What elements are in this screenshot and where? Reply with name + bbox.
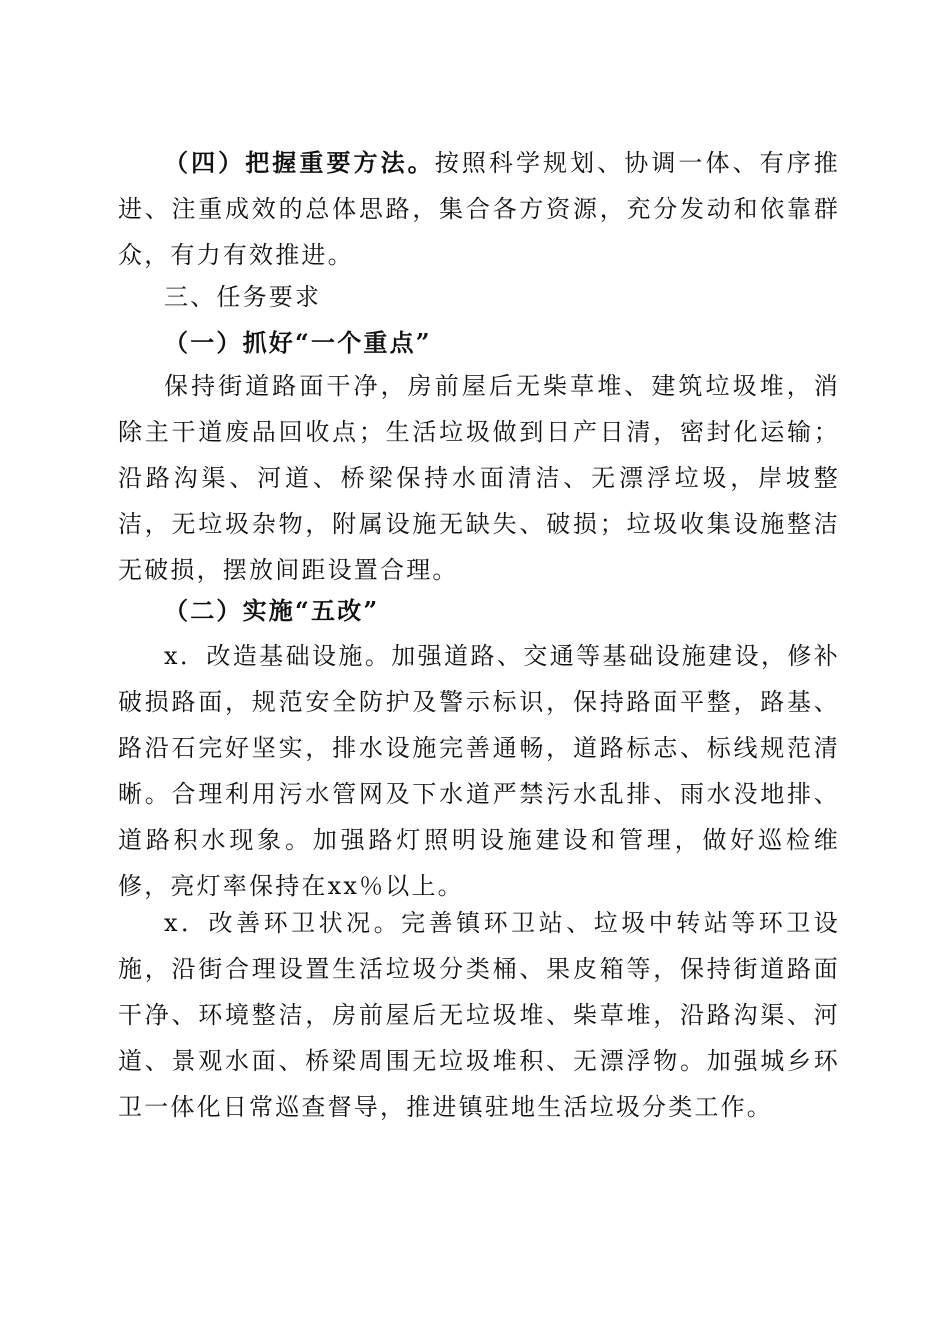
section-4-title: （四）把握重要方法。 bbox=[164, 148, 435, 177]
subsection-2-item-1: x．改造基础设施。加强道路、交通等基础设施建设，修补破损路面，规范安全防护及警示标识，保持路面平整，路基、路沿石完好坚实，排水设施完善通畅，道路标志、标线规范清晰。合理利用污水管网及下水道严禁污水乱排、雨水没地排、道路积水现象。加强路灯照明设施建设和管理，做好巡检维修，亮灯率保持在xx％以上。 bbox=[118, 642, 840, 900]
subsection-1-title: （一）抓好“一个重点” bbox=[164, 328, 432, 357]
section-4-paragraph bbox=[118, 140, 840, 278]
subsection-2-title: （二）实施“五改” bbox=[164, 596, 380, 625]
section-3-heading: 三、任务要求 bbox=[164, 283, 322, 311]
subsection-1-body: 保持街道路面干净，房前屋后无柴草堆、建筑垃圾堆，消除主干道废品回收点；生活垃圾做到日产日清，密封化运输；沿路沟渠、河道、桥梁保持水面清洁、无漂浮垃圾，岸坡整洁，无垃圾杂物，附属设施无缺失、破损；垃圾收集设施整洁无破损，摆放间距设置合理。 bbox=[118, 372, 840, 584]
section-4-body: 按照科学规划、协调一体、有序推进、注重成效的总体思路，集合各方资源，充分发动和依靠群众，有力有效推进。 bbox=[118, 149, 840, 269]
subsection-2-item-2: x．改善环卫状况。完善镇环卫站、垃圾中转站等环卫设施，沿街合理设置生活垃圾分类桶、果皮箱等，保持街道路面干净、环境整洁，房前屋后无垃圾堆、柴草堆，沿路沟渠、河道、景观水面、桥梁周围无垃圾堆积、无漂浮物。加强城乡环卫一体化日常巡查督导，推进镇驻地生活垃圾分类工作。 bbox=[118, 909, 840, 1121]
